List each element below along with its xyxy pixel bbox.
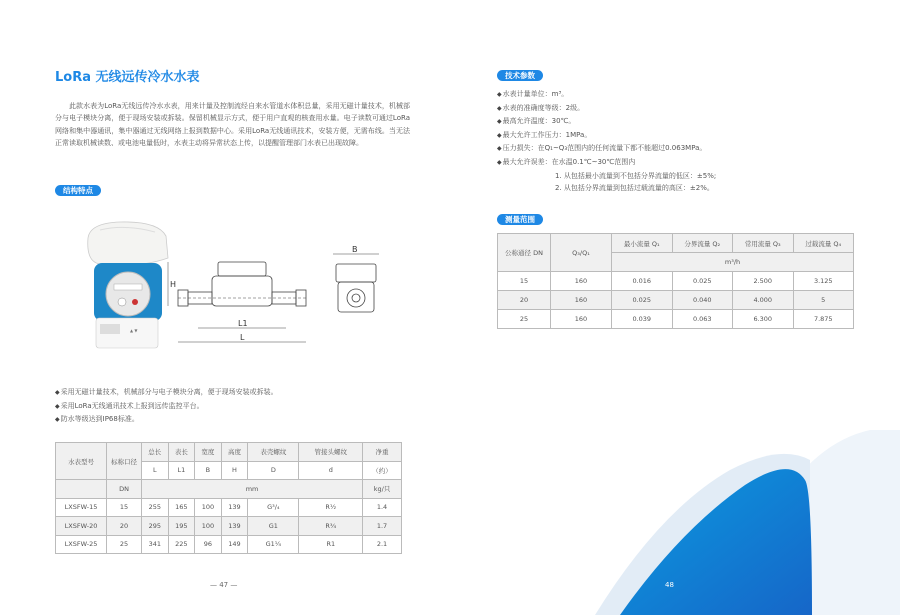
th-q3: 常用流量 Q₃ bbox=[733, 234, 794, 253]
th-model: 水表型号 bbox=[56, 443, 107, 480]
dimension-diagram bbox=[170, 240, 393, 350]
table-row: 15 160 0.016 0.025 2.500 3.125 bbox=[498, 272, 854, 291]
table-row: LXSFW-20 20 295 195 100 139 G1 R¾ 1.7 bbox=[56, 517, 402, 536]
unit-dn: DN bbox=[107, 480, 142, 499]
table-row: LXSFW-15 15 255 165 100 139 G³/₄ R½ 1.4 bbox=[56, 498, 402, 517]
unit-flow: m³/h bbox=[612, 253, 854, 272]
sym-d-upper: D bbox=[248, 461, 299, 480]
sym-l1: L1 bbox=[168, 461, 195, 480]
th-q4: 过载流量 Q₄ bbox=[793, 234, 854, 253]
sym-h: H bbox=[221, 461, 248, 480]
section-label-specs: 技术参数 bbox=[497, 70, 543, 81]
feature-bullet: ◆ 采用LoRa无线通讯技术上报到远传监控平台。 bbox=[55, 400, 278, 414]
th-pipe: 管接头螺纹 bbox=[299, 443, 363, 462]
table-row: LXSFW-25 25 341 225 96 149 G1¼ R1 2.1 bbox=[56, 535, 402, 554]
spec-subitem: 2. 从包括分界流量到包括过载流量的高区：±2%。 bbox=[555, 184, 714, 193]
th-height: 高度 bbox=[221, 443, 248, 462]
spec-item: ◆ 最大允许工作压力：1MPa。 bbox=[497, 129, 716, 143]
flow-range-table bbox=[497, 233, 854, 329]
spec-item: ◆ 压力损失：在Q₁~Q₃范围内的任何流量下都不能超过0.063MPa。 bbox=[497, 142, 716, 156]
th-q1: 最小流量 Q₁ bbox=[612, 234, 673, 253]
spec-list bbox=[497, 88, 716, 195]
th-dn: 公称通径 DN bbox=[498, 234, 551, 272]
th-nominal: 标称口径 bbox=[107, 443, 142, 480]
th-body: 表长 bbox=[168, 443, 195, 462]
spec-item: ◆ 最大允许误差：在水温0.1℃~30℃范围内 bbox=[497, 156, 716, 170]
sym-b: B bbox=[195, 461, 222, 480]
table-row: 25 160 0.039 0.063 6.300 7.875 bbox=[498, 310, 854, 329]
dim-label-l1: L1 bbox=[238, 319, 248, 328]
dim-label-l: L bbox=[240, 333, 245, 342]
section-label-structure: 结构特点 bbox=[55, 185, 101, 196]
page-title: LoRa 无线远传冷水水表 bbox=[55, 70, 200, 85]
dim-label-b: B bbox=[352, 245, 358, 254]
spec-item: ◆ 水表的准确度等级：2级。 bbox=[497, 102, 716, 116]
product-photo bbox=[80, 218, 175, 358]
th-weight: 净重 bbox=[363, 443, 402, 462]
th-total: 总长 bbox=[142, 443, 169, 462]
sym-d-lower: d bbox=[299, 461, 363, 480]
section-label-range: 测量范围 bbox=[497, 214, 543, 225]
sym-l: L bbox=[142, 461, 169, 480]
th-width: 宽度 bbox=[195, 443, 222, 462]
svg-text:▲ ▼: ▲ ▼ bbox=[130, 328, 138, 333]
feature-bullets bbox=[55, 386, 278, 427]
spec-item: ◆ 最高允许温度：30℃。 bbox=[497, 115, 716, 129]
intro-paragraph: 此款水表为LoRa无线远传冷水水表，用来计量及控制流经自来水管道水体积总量，采用无磁计量技术，机械部分与电子模块分离，便于现场安装或拆装。保留机械显示方式，便于用户直观的核查用水量。电子读数可通过LoRa网络和集中器通讯，集中器通过无线网络上报到数据中心。采用LoRa无线通讯技术，安装方便，无需布线。当无法正常读取机械读数、或电池电量低时，水表主动将异常状态上传，以提醒管理部门水表已出现故障。 bbox=[55, 102, 410, 147]
feature-bullet: ◆ 采用无磁计量技术，机械部分与电子模块分离，便于现场安装或拆装。 bbox=[55, 386, 278, 400]
unit-mm: mm bbox=[142, 480, 363, 499]
sym-approx: （约） bbox=[363, 461, 402, 480]
th-ratio: Q₃/Q₁ bbox=[551, 234, 612, 272]
table-row: 20 160 0.025 0.040 4.000 5 bbox=[498, 291, 854, 310]
th-thread: 表壳螺纹 bbox=[248, 443, 299, 462]
page-number-left: — 47 — bbox=[210, 581, 238, 589]
unit-kg: kg/只 bbox=[363, 480, 402, 499]
spec-item: ◆ 水表计量单位：m³。 bbox=[497, 88, 716, 102]
spec-subitem: 1. 从包括最小流量到不包括分界流量的低区：±5%; bbox=[555, 171, 717, 180]
dimension-table bbox=[55, 442, 402, 554]
page-number-right: 48 bbox=[665, 581, 674, 589]
dim-label-h: H bbox=[170, 280, 177, 289]
feature-bullet: ◆ 防水等级达到IP68标准。 bbox=[55, 413, 278, 427]
th-q2: 分界流量 Q₂ bbox=[672, 234, 733, 253]
